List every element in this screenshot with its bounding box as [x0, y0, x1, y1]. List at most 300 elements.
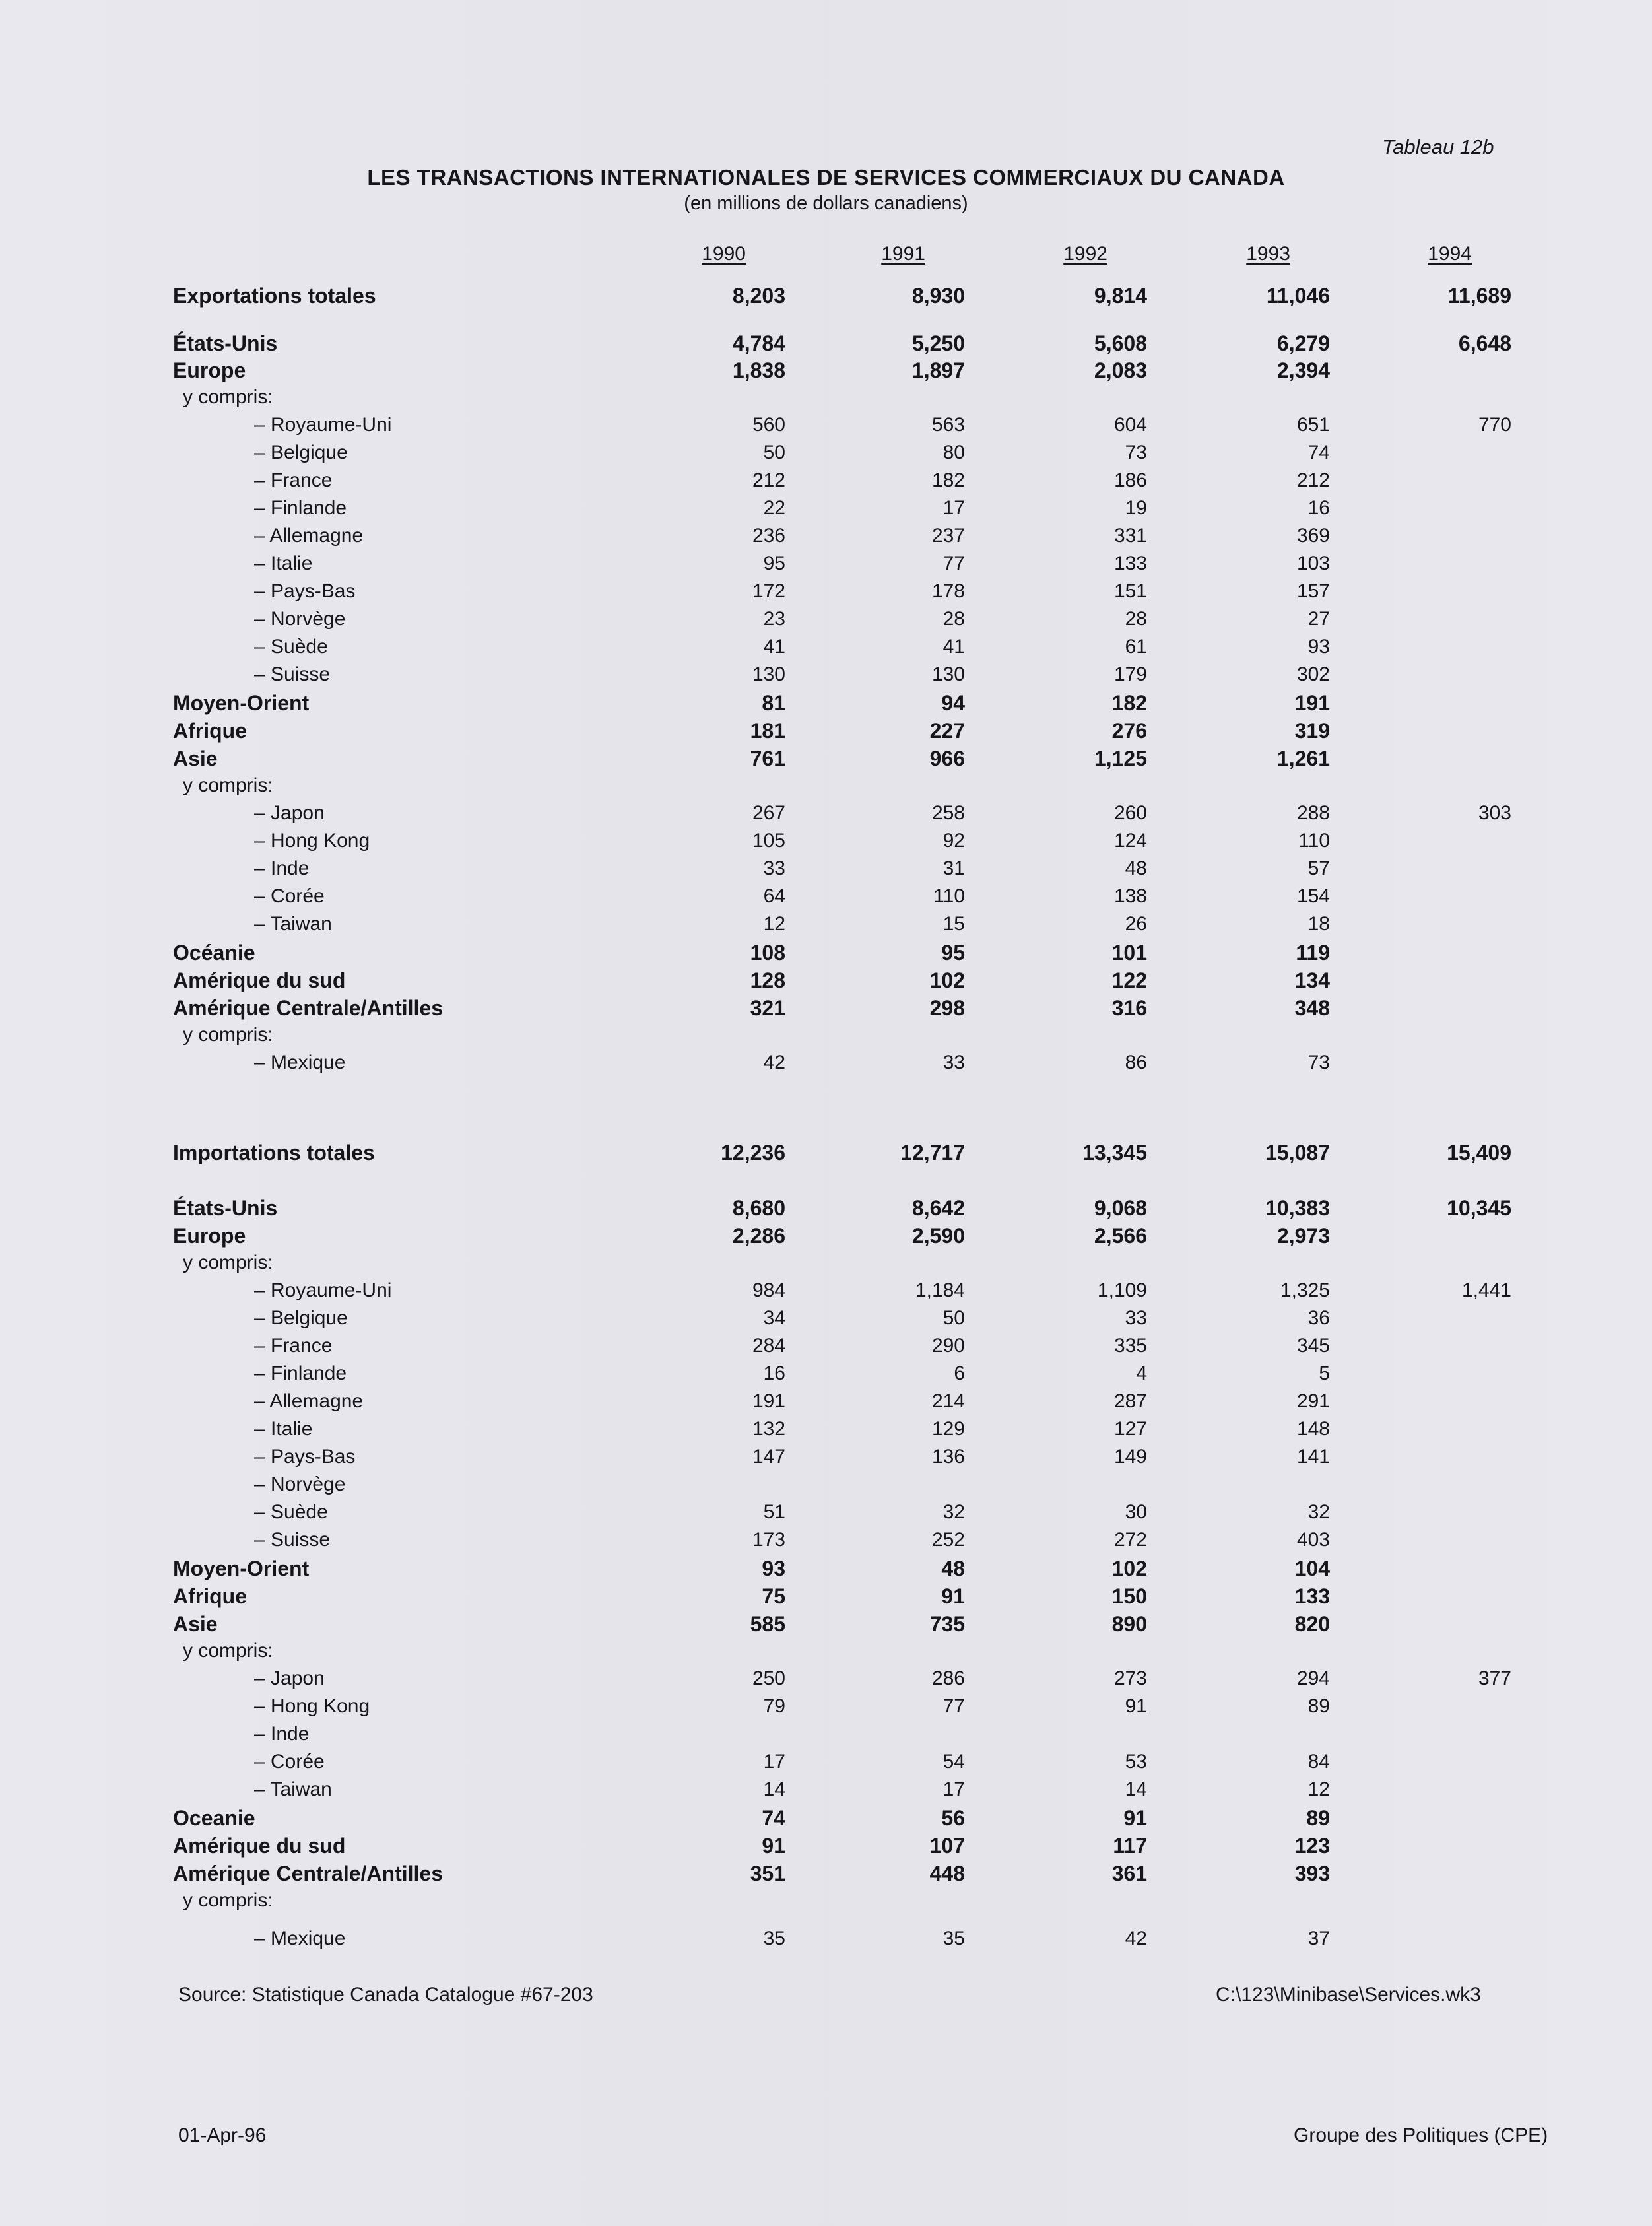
- cell-1992: 48: [1125, 858, 1147, 879]
- cell-1991: 1,897: [911, 358, 965, 382]
- cell-1993: 6,279: [1276, 331, 1330, 355]
- cell-1990: 351: [750, 1862, 785, 1885]
- cell-1991: 286: [931, 1668, 965, 1689]
- cell-1994: 1,441: [1461, 1279, 1511, 1301]
- table-row: [0, 1928, 1652, 1954]
- cell-1991: 12,717: [900, 1141, 965, 1164]
- row-label: – France: [254, 1335, 333, 1357]
- table-row: [0, 1252, 1652, 1278]
- year-header-1990: 1990: [702, 243, 746, 265]
- cell-1992: 2,566: [1094, 1224, 1147, 1248]
- cell-1994: 6,648: [1458, 331, 1511, 355]
- cell-1991: 129: [931, 1418, 965, 1440]
- cell-1991: 448: [929, 1862, 965, 1885]
- row-label: Afrique: [173, 719, 247, 743]
- cell-1992: 14: [1125, 1778, 1147, 1800]
- table-row: [0, 802, 1652, 828]
- table-row: [0, 1224, 1652, 1250]
- cell-1993: 89: [1306, 1806, 1330, 1830]
- cell-1991: 17: [942, 1778, 965, 1800]
- cell-1990: 95: [763, 553, 785, 574]
- cell-1991: 35: [942, 1928, 965, 1949]
- table-row: [0, 553, 1652, 579]
- cell-1991: 31: [942, 858, 965, 879]
- cell-1991: 182: [931, 469, 965, 491]
- row-label: – Royaume-Uni: [254, 414, 392, 436]
- cell-1994: 15,409: [1447, 1141, 1511, 1164]
- cell-1992: 182: [1111, 691, 1147, 715]
- cell-1990: 132: [752, 1418, 785, 1440]
- row-label: – Norvège: [254, 1473, 346, 1495]
- cell-1992: 13,345: [1082, 1141, 1147, 1164]
- cell-1993: 5: [1319, 1363, 1330, 1384]
- cell-1993: 73: [1307, 1052, 1330, 1073]
- cell-1994: 303: [1478, 802, 1511, 824]
- table-row: [0, 608, 1652, 634]
- table-row: [0, 442, 1652, 468]
- row-label: Amérique Centrale/Antilles: [173, 996, 443, 1020]
- row-label: Amérique du sud: [173, 1834, 346, 1858]
- cell-1991: 77: [942, 553, 965, 574]
- cell-1991: 54: [942, 1751, 965, 1772]
- cell-1990: 284: [752, 1335, 785, 1357]
- cell-1992: 604: [1113, 414, 1147, 436]
- cell-1992: 61: [1125, 636, 1147, 658]
- cell-1991: 252: [931, 1529, 965, 1551]
- cell-1993: 2,973: [1276, 1224, 1330, 1248]
- row-label: Amérique Centrale/Antilles: [173, 1862, 443, 1885]
- cell-1990: 560: [752, 414, 785, 436]
- cell-1990: 14: [763, 1778, 785, 1800]
- cell-1992: 26: [1125, 913, 1147, 935]
- cell-1990: 42: [763, 1052, 785, 1073]
- table-row: [0, 1806, 1652, 1833]
- cell-1993: 104: [1294, 1557, 1330, 1580]
- row-label: – Royaume-Uni: [254, 1279, 392, 1301]
- cell-1991: 15: [942, 913, 965, 935]
- table-row: [0, 1335, 1652, 1361]
- row-label: – Norvège: [254, 608, 346, 630]
- cell-1993: 294: [1296, 1668, 1330, 1689]
- row-label: Asie: [173, 1612, 218, 1636]
- table-row: [0, 1529, 1652, 1555]
- table-row: [0, 941, 1652, 967]
- cell-1993: 291: [1296, 1390, 1330, 1412]
- cell-1991: 91: [941, 1584, 965, 1608]
- cell-1992: 9,814: [1094, 284, 1147, 308]
- cell-1992: 1,109: [1097, 1279, 1147, 1301]
- cell-1994: 10,345: [1447, 1196, 1511, 1220]
- cell-1991: 102: [929, 968, 965, 992]
- cell-1991: 298: [929, 996, 965, 1020]
- cell-1991: 95: [941, 941, 965, 964]
- cell-1990: 16: [763, 1363, 785, 1384]
- table-row: [0, 968, 1652, 995]
- table-row: [0, 1501, 1652, 1528]
- cell-1991: 966: [929, 747, 965, 770]
- row-label: – Corée: [254, 1751, 325, 1772]
- table-row: [0, 1024, 1652, 1050]
- cell-1990: 267: [752, 802, 785, 824]
- cell-1990: 191: [752, 1390, 785, 1412]
- cell-1993: 103: [1296, 553, 1330, 574]
- table-row: [0, 1778, 1652, 1805]
- cell-1991: 735: [929, 1612, 965, 1636]
- row-label: – Finlande: [254, 497, 347, 519]
- cell-1991: 237: [931, 525, 965, 547]
- cell-1993: 133: [1294, 1584, 1330, 1608]
- cell-1990: 172: [752, 580, 785, 602]
- table-row: [0, 830, 1652, 856]
- row-label: Océanie: [173, 941, 255, 964]
- cell-1991: 5,250: [911, 331, 965, 355]
- cell-1992: 316: [1111, 996, 1147, 1020]
- cell-1990: 585: [750, 1612, 785, 1636]
- cell-1990: 12: [763, 913, 785, 935]
- cell-1993: 191: [1294, 691, 1330, 715]
- cell-1990: 41: [763, 636, 785, 658]
- cell-1991: 48: [941, 1557, 965, 1580]
- cell-1993: 74: [1307, 442, 1330, 463]
- cell-1990: 12,236: [721, 1141, 785, 1164]
- cell-1990: 81: [762, 691, 785, 715]
- cell-1992: 890: [1111, 1612, 1147, 1636]
- cell-1992: 91: [1123, 1806, 1147, 1830]
- cell-1993: 1,325: [1280, 1279, 1330, 1301]
- table-row: [0, 284, 1652, 310]
- source-note: Source: Statistique Canada Catalogue #67-203: [178, 1984, 593, 2006]
- row-label: y compris:: [183, 1024, 273, 1046]
- cell-1990: 33: [763, 858, 785, 879]
- row-label: – Belgique: [254, 442, 348, 463]
- cell-1993: 57: [1307, 858, 1330, 879]
- cell-1994: 770: [1478, 414, 1511, 436]
- cell-1991: 2,590: [911, 1224, 965, 1248]
- row-label: – Japon: [254, 1668, 325, 1689]
- cell-1992: 30: [1125, 1501, 1147, 1523]
- cell-1990: 321: [750, 996, 785, 1020]
- row-label: – Allemagne: [254, 1390, 364, 1412]
- cell-1992: 73: [1125, 442, 1147, 463]
- row-label: – Suisse: [254, 663, 331, 685]
- cell-1990: 105: [752, 830, 785, 852]
- cell-1992: 273: [1113, 1668, 1147, 1689]
- cell-1990: 8,680: [732, 1196, 785, 1220]
- cell-1992: 117: [1113, 1834, 1147, 1858]
- row-label: y compris:: [183, 1889, 273, 1911]
- cell-1993: 1,261: [1276, 747, 1330, 770]
- cell-1990: 147: [752, 1446, 785, 1467]
- cell-1993: 369: [1296, 525, 1330, 547]
- cell-1994: 377: [1478, 1668, 1511, 1689]
- cell-1991: 107: [929, 1834, 965, 1858]
- cell-1990: 23: [763, 608, 785, 630]
- table-row: [0, 1307, 1652, 1333]
- cell-1990: 181: [750, 719, 785, 743]
- cell-1991: 6: [954, 1363, 965, 1384]
- cell-1992: 127: [1113, 1418, 1147, 1440]
- cell-1991: 32: [942, 1501, 965, 1523]
- cell-1993: 15,087: [1265, 1141, 1330, 1164]
- cell-1992: 138: [1113, 885, 1147, 907]
- cell-1990: 250: [752, 1668, 785, 1689]
- cell-1990: 93: [762, 1557, 785, 1580]
- cell-1993: 212: [1296, 469, 1330, 491]
- table-row: [0, 663, 1652, 690]
- cell-1993: 93: [1307, 636, 1330, 658]
- cell-1993: 348: [1294, 996, 1330, 1020]
- cell-1992: 1,125: [1094, 747, 1147, 770]
- row-label: – Pays-Bas: [254, 1446, 356, 1467]
- cell-1992: 5,608: [1094, 331, 1147, 355]
- table-row: [0, 1418, 1652, 1444]
- table-row: [0, 580, 1652, 607]
- cell-1992: 91: [1125, 1695, 1147, 1717]
- table-row: [0, 358, 1652, 385]
- row-label: États-Unis: [173, 331, 278, 355]
- table-row: [0, 1584, 1652, 1611]
- cell-1992: 331: [1113, 525, 1147, 547]
- row-label: – France: [254, 469, 333, 491]
- row-label: Importations totales: [173, 1141, 375, 1164]
- cell-1992: 42: [1125, 1928, 1147, 1949]
- cell-1990: 34: [763, 1307, 785, 1329]
- row-label: – Belgique: [254, 1307, 348, 1329]
- cell-1992: 186: [1113, 469, 1147, 491]
- table-row: [0, 1668, 1652, 1694]
- cell-1993: 27: [1307, 608, 1330, 630]
- table-row: [0, 1446, 1652, 1472]
- cell-1993: 119: [1296, 941, 1330, 964]
- table-row: [0, 331, 1652, 358]
- table-row: [0, 1862, 1652, 1888]
- cell-1992: 287: [1113, 1390, 1147, 1412]
- cell-1991: 41: [942, 636, 965, 658]
- table-row: [0, 913, 1652, 939]
- cell-1991: 258: [931, 802, 965, 824]
- row-label: – Suède: [254, 1501, 328, 1523]
- table-row: [0, 691, 1652, 718]
- cell-1992: 179: [1113, 663, 1147, 685]
- row-label: – Japon: [254, 802, 325, 824]
- cell-1990: 79: [763, 1695, 785, 1717]
- cell-1992: 276: [1111, 719, 1147, 743]
- cell-1993: 10,383: [1265, 1196, 1330, 1220]
- row-label: – Mexique: [254, 1052, 346, 1073]
- cell-1993: 32: [1307, 1501, 1330, 1523]
- cell-1990: 75: [762, 1584, 785, 1608]
- table-row: [0, 1363, 1652, 1389]
- cell-1991: 110: [933, 885, 965, 907]
- cell-1993: 319: [1294, 719, 1330, 743]
- cell-1991: 92: [942, 830, 965, 852]
- row-label: – Inde: [254, 1723, 310, 1745]
- table-row: [0, 996, 1652, 1023]
- table-row: [0, 858, 1652, 884]
- cell-1992: 133: [1113, 553, 1147, 574]
- row-label: – Pays-Bas: [254, 580, 356, 602]
- cell-1993: 141: [1296, 1446, 1330, 1467]
- cell-1991: 56: [941, 1806, 965, 1830]
- cell-1992: 9,068: [1094, 1196, 1147, 1220]
- row-label: – Mexique: [254, 1928, 346, 1949]
- cell-1991: 77: [942, 1695, 965, 1717]
- cell-1992: 102: [1111, 1557, 1147, 1580]
- row-label: – Suisse: [254, 1529, 331, 1551]
- cell-1993: 18: [1307, 913, 1330, 935]
- cell-1990: 35: [763, 1928, 785, 1949]
- cell-1992: 122: [1111, 968, 1147, 992]
- table-row: [0, 386, 1652, 413]
- table-row: [0, 719, 1652, 745]
- cell-1993: 84: [1307, 1751, 1330, 1772]
- cell-1991: 178: [931, 580, 965, 602]
- table-row: [0, 1473, 1652, 1500]
- table-row: [0, 885, 1652, 912]
- row-label: Moyen-Orient: [173, 1557, 310, 1580]
- table-row: [0, 747, 1652, 773]
- cell-1991: 8,642: [911, 1196, 965, 1220]
- cell-1991: 136: [931, 1446, 965, 1467]
- table-row: [0, 1141, 1652, 1167]
- cell-1990: 236: [752, 525, 785, 547]
- row-label: – Suède: [254, 636, 328, 658]
- row-label: Exportations totales: [173, 284, 376, 308]
- row-label: États-Unis: [173, 1196, 278, 1220]
- year-header-1992: 1992: [1063, 243, 1107, 265]
- cell-1991: 290: [931, 1335, 965, 1357]
- cell-1993: 154: [1296, 885, 1330, 907]
- cell-1992: 33: [1125, 1307, 1147, 1329]
- row-label: y compris:: [183, 1252, 273, 1273]
- row-label: – Hong Kong: [254, 1695, 370, 1717]
- table-row: [0, 1889, 1652, 1916]
- cell-1990: 2,286: [732, 1224, 785, 1248]
- cell-1990: 761: [750, 747, 785, 770]
- cell-1991: 130: [931, 663, 965, 685]
- table-row: [0, 1612, 1652, 1638]
- cell-1993: 288: [1296, 802, 1330, 824]
- cell-1991: 50: [942, 1307, 965, 1329]
- row-label: – Italie: [254, 1418, 313, 1440]
- cell-1992: 151: [1113, 580, 1147, 602]
- cell-1993: 16: [1307, 497, 1330, 519]
- cell-1993: 123: [1294, 1834, 1330, 1858]
- cell-1993: 89: [1307, 1695, 1330, 1717]
- row-label: – Italie: [254, 553, 313, 574]
- cell-1994: 11,689: [1447, 284, 1511, 308]
- table-row: [0, 525, 1652, 551]
- cell-1993: 2,394: [1276, 358, 1330, 382]
- row-label: Europe: [173, 1224, 246, 1248]
- cell-1990: 8,203: [732, 284, 785, 308]
- row-label: Moyen-Orient: [173, 691, 310, 715]
- cell-1992: 19: [1125, 497, 1147, 519]
- cell-1991: 563: [931, 414, 965, 436]
- table-row: [0, 1751, 1652, 1777]
- cell-1990: 17: [763, 1751, 785, 1772]
- cell-1993: 820: [1294, 1612, 1330, 1636]
- cell-1991: 28: [942, 608, 965, 630]
- table-row: [0, 774, 1652, 801]
- year-header-1991: 1991: [881, 243, 925, 265]
- cell-1993: 11,046: [1266, 284, 1330, 308]
- table-row: [0, 414, 1652, 440]
- table-row: [0, 497, 1652, 523]
- cell-1993: 651: [1296, 414, 1330, 436]
- group-name: Groupe des Politiques (CPE): [1294, 2124, 1548, 2146]
- cell-1993: 157: [1296, 580, 1330, 602]
- cell-1993: 345: [1296, 1335, 1330, 1357]
- row-label: Oceanie: [173, 1806, 255, 1830]
- table-row: [0, 1557, 1652, 1583]
- year-header-1993: 1993: [1246, 243, 1290, 265]
- table-row: [0, 1640, 1652, 1666]
- row-label: y compris:: [183, 1640, 273, 1662]
- cell-1993: 302: [1296, 663, 1330, 685]
- cell-1993: 12: [1307, 1778, 1330, 1800]
- cell-1990: 173: [752, 1529, 785, 1551]
- row-label: – Allemagne: [254, 525, 364, 547]
- cell-1990: 1,838: [732, 358, 785, 382]
- cell-1991: 214: [931, 1390, 965, 1412]
- table-number: Tableau 12b: [1382, 135, 1494, 158]
- cell-1992: 150: [1111, 1584, 1147, 1608]
- cell-1990: 74: [762, 1806, 785, 1830]
- cell-1991: 8,930: [911, 284, 965, 308]
- cell-1993: 36: [1307, 1307, 1330, 1329]
- row-label: Europe: [173, 358, 246, 382]
- row-label: Afrique: [173, 1584, 247, 1608]
- cell-1993: 37: [1307, 1928, 1330, 1949]
- row-label: – Corée: [254, 885, 325, 907]
- table-row: [0, 1390, 1652, 1417]
- table-row: [0, 1723, 1652, 1749]
- row-label: Amérique du sud: [173, 968, 346, 992]
- table-row: [0, 1196, 1652, 1223]
- print-date: 01-Apr-96: [178, 2124, 267, 2146]
- table-row: [0, 1834, 1652, 1860]
- cell-1990: 108: [750, 941, 785, 964]
- cell-1993: 403: [1296, 1529, 1330, 1551]
- row-label: Asie: [173, 747, 218, 770]
- table-row: [0, 1279, 1652, 1306]
- table-row: [0, 1052, 1652, 1078]
- cell-1992: 124: [1113, 830, 1147, 852]
- row-label: – Finlande: [254, 1363, 347, 1384]
- row-label: – Inde: [254, 858, 310, 879]
- cell-1993: 393: [1294, 1862, 1330, 1885]
- cell-1992: 335: [1113, 1335, 1147, 1357]
- cell-1992: 2,083: [1094, 358, 1147, 382]
- cell-1992: 260: [1113, 802, 1147, 824]
- cell-1992: 101: [1111, 941, 1147, 964]
- file-path: C:\123\Minibase\Services.wk3: [1216, 1984, 1481, 2006]
- page-subtitle: (en millions de dollars canadiens): [684, 193, 968, 214]
- table-row: [0, 469, 1652, 496]
- table-row: [0, 636, 1652, 662]
- cell-1993: 110: [1298, 830, 1330, 852]
- year-header-1994: 1994: [1428, 243, 1472, 265]
- row-label: y compris:: [183, 774, 273, 796]
- cell-1991: 1,184: [915, 1279, 965, 1301]
- cell-1990: 51: [763, 1501, 785, 1523]
- cell-1990: 4,784: [732, 331, 785, 355]
- cell-1992: 86: [1125, 1052, 1147, 1073]
- row-label: – Taiwan: [254, 1778, 332, 1800]
- cell-1990: 212: [752, 469, 785, 491]
- cell-1992: 361: [1111, 1862, 1147, 1885]
